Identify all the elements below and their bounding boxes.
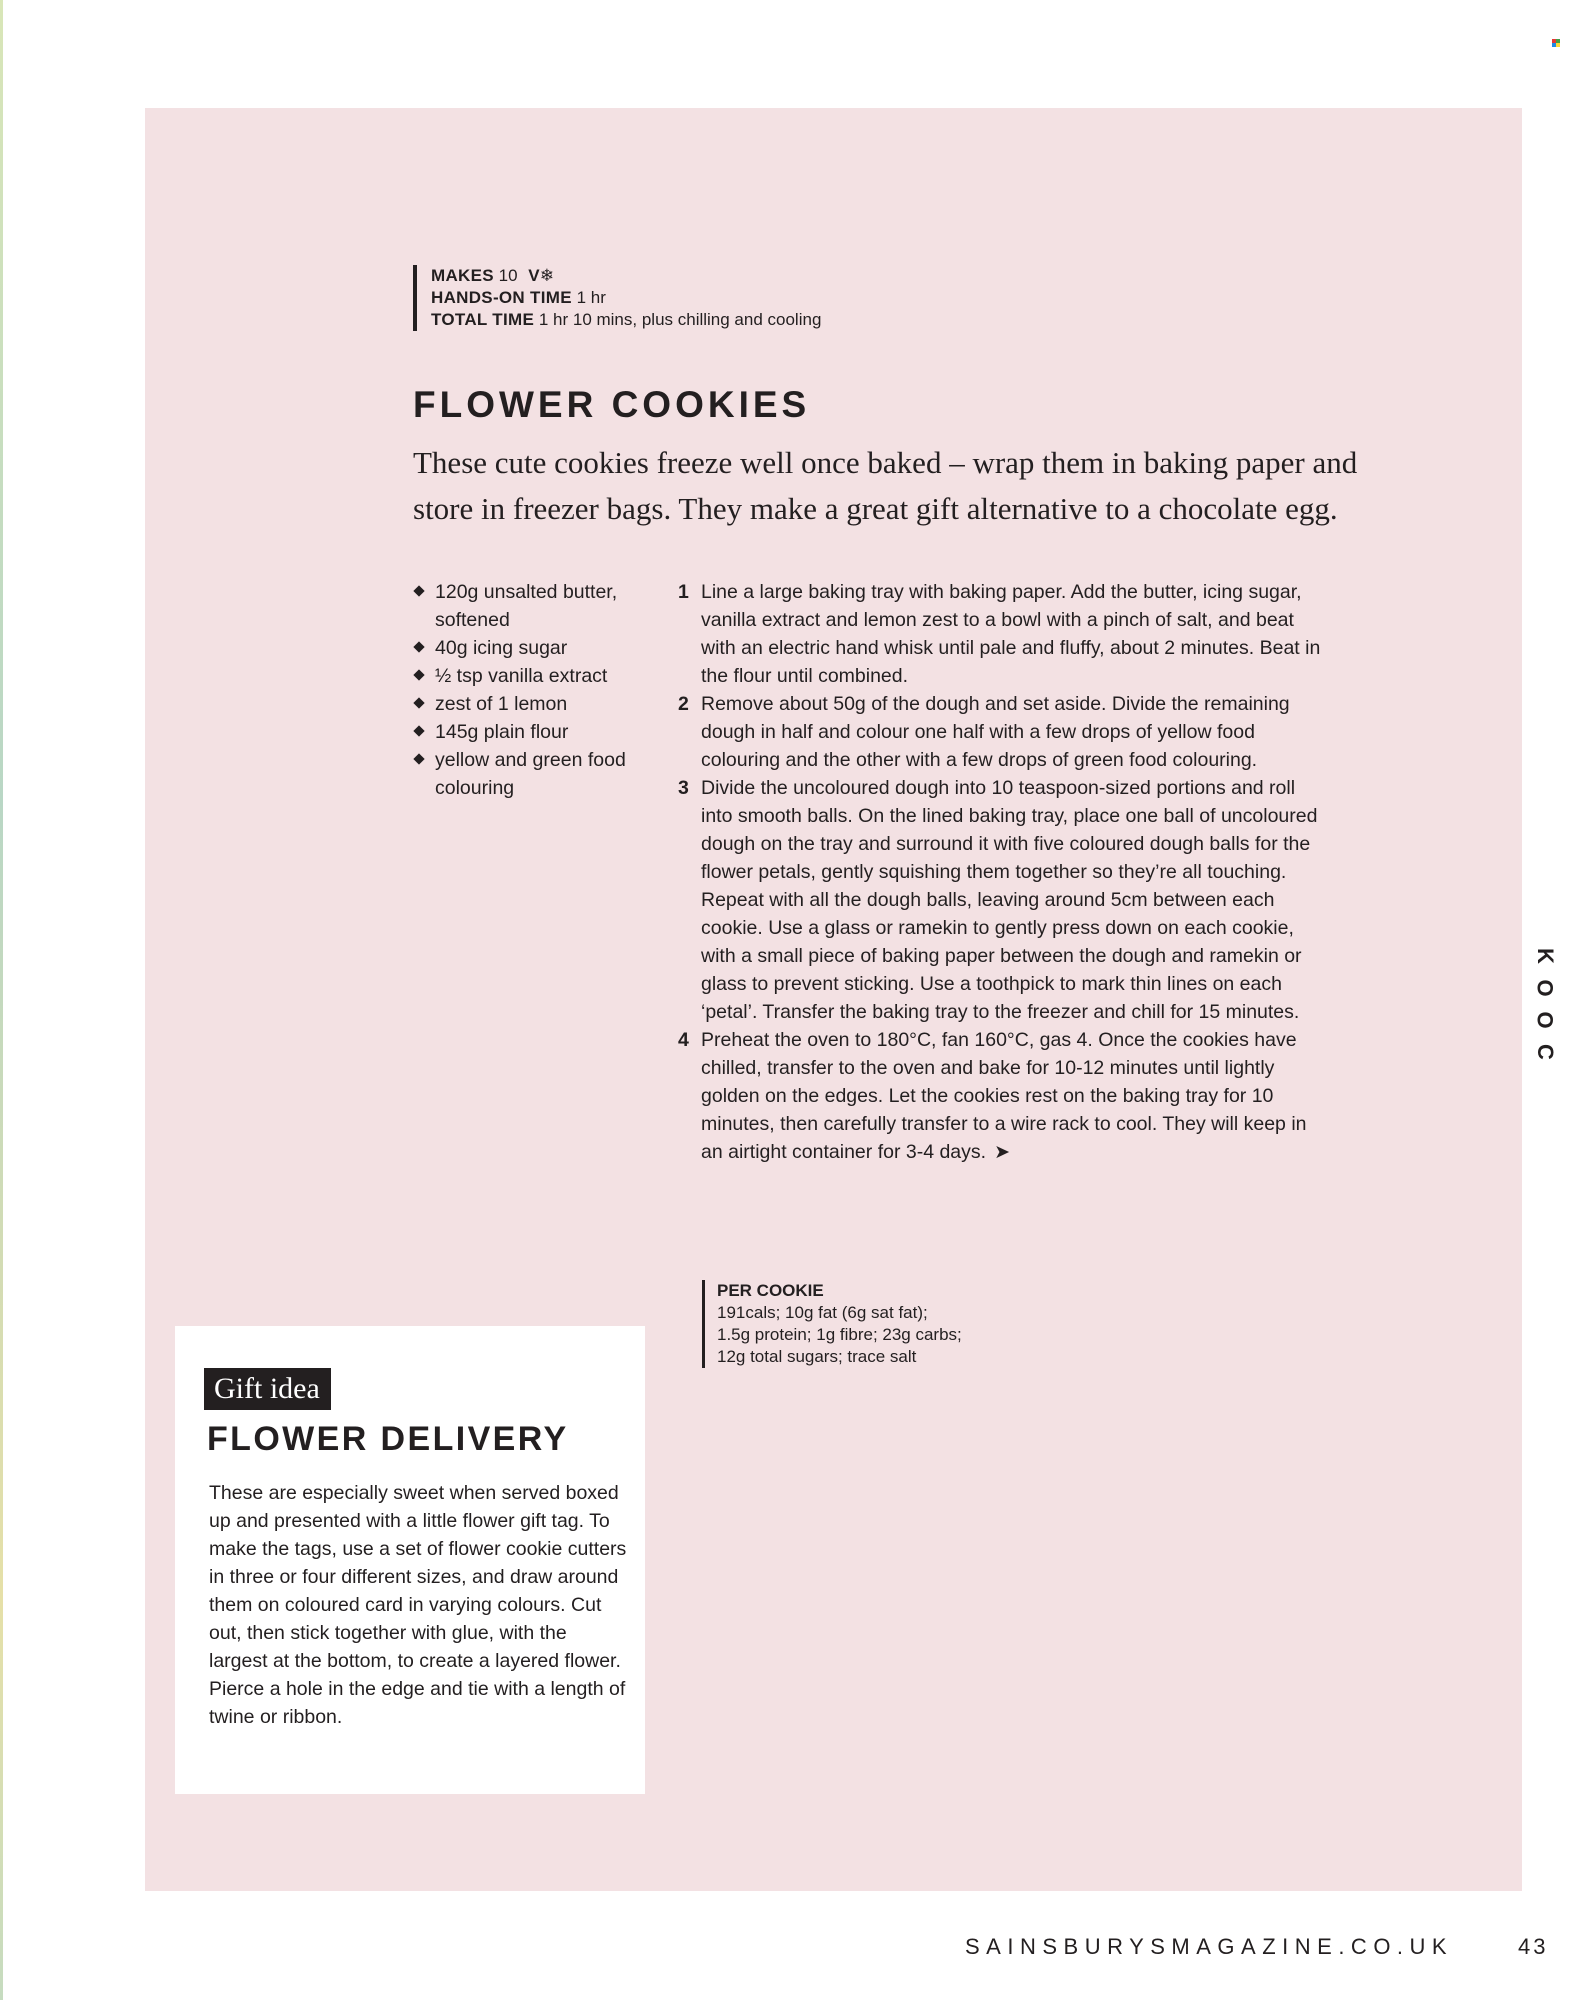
total-time-line [431,309,821,331]
step-number: 4 [678,1029,689,1051]
step-text: Remove about 50g of the dough and set aside. Divide the remaining dough in half and colour one half with a few drops of yellow food colouring and the other with a few drops of green food colouring. [701,693,1290,771]
ingredient-item [413,578,653,634]
method-step [676,690,1326,774]
page-edge-strip [0,0,3,2000]
step-text: Line a large baking tray with baking paper. Add the butter, icing sugar, vanilla extract and lemon zest to a bowl with a pinch of salt, and beat with an electric hand whisk until pale and fluffy, about 2 minutes. Beat in the flour until combined. [701,581,1321,687]
recipe-intro: These cute cookies freeze well once baked – wrap them in baking paper and store in freezer bags. They make a great gift alternative to a chocolate egg. [413,445,1358,526]
nutrition-label: PER COOKIE [717,1281,824,1300]
total-time-value: 1 hr 10 mins, plus chilling and cooling [538,310,822,329]
method-steps [676,578,1326,1167]
colour-mark-square [1556,43,1560,47]
hands-on-line [431,287,821,309]
ingredients-list [413,578,653,802]
diamond-bullet-icon [413,669,424,680]
makes-value: 10 [498,266,518,285]
recipe-title: FLOWER COOKIES [413,384,811,425]
section-letter: O [1533,979,1558,997]
step-text: Preheat the oven to 180°C, fan 160°C, gas 4. Once the cookies have chilled, transfer to the oven and bake for 10-12 minutes until lightly golden on the edges. Let the cookies rest on the baking tray for 10 minutes, then carefully transfer to a wire rack to cool. They will keep in an airtight container for 3-4 days. [701,1029,1307,1163]
ingredient-item [413,690,653,718]
section-letter: K [1532,948,1558,964]
section-letter: O [1533,1011,1558,1029]
nutrition-info [702,1280,962,1368]
section-label-cook [1530,940,1560,1060]
diamond-bullet-icon [413,725,424,736]
ingredient-item [413,634,653,662]
makes-line [431,265,821,287]
method-step [676,1026,1326,1167]
step-number: 3 [678,777,689,799]
method-step [676,578,1326,690]
section-letter: C [1532,1044,1558,1060]
ingredient-item [413,746,653,802]
diamond-bullet-icon [413,753,424,764]
step-number: 1 [678,581,689,603]
nutrition-line: 1.5g protein; 1g fibre; 23g carbs; [717,1325,962,1344]
ingredient-item [413,662,653,690]
diamond-bullet-icon [413,641,424,652]
end-arrow-icon: ➤ [994,1142,1010,1163]
ingredient-text: 40g icing sugar [435,637,568,659]
page-number: 43 [1518,1934,1549,1959]
hands-on-value: 1 hr [576,288,606,307]
gift-idea-label: Gift idea [204,1368,331,1410]
method-step [676,774,1326,1026]
ingredient-item [413,718,653,746]
nutrition-line: 191cals; 10g fat (6g sat fat); [717,1303,928,1322]
ingredient-text: yellow and green food colouring [435,749,626,799]
hands-on-label: HANDS-ON TIME [431,288,572,307]
colour-registration-mark [1552,39,1561,48]
gift-idea-box [175,1326,645,1794]
ingredient-text: ½ tsp vanilla extract [435,665,608,687]
footer-website: SAINSBURYSMAGAZINE.CO.UK [965,1934,1454,1959]
recipe-meta [413,265,821,331]
makes-label: MAKES [431,266,494,285]
step-number: 2 [678,693,689,715]
ingredient-text: 145g plain flour [435,721,569,743]
nutrition-line: 12g total sugars; trace salt [717,1347,917,1366]
ingredient-text: 120g unsalted butter, softened [435,581,618,631]
diamond-bullet-icon [413,697,424,708]
total-time-label: TOTAL TIME [431,310,535,329]
step-text: Divide the uncoloured dough into 10 teaspoon-sized portions and roll into smooth balls. On the lined baking tray, place one ball of uncoloured dough on the tray and surround it with five coloured dough balls for the flower petals, gently squishing them together so they’re all touching. Repeat with all the dough balls, leaving around 5cm between each cookie. Use a glass or ramekin to gently press down on each cookie, with a small piece of baking paper between the dough and ramekin or glass to prevent sticking. Use a toothpick to mark thin lines on each ‘petal’. Transfer the baking tray to the freezer and chill for 15 minutes. [701,777,1318,1023]
gift-idea-body: These are especially sweet when served boxed up and presented with a little flower gift tag. To make the tags, use a set of flower cookie cutters in three or four different sizes, and draw around them on coloured card in varying colours. Cut out, then stick together with glue, with the largest at the bottom, to create a layered flower. Pierce a hole in the edge and tie with a length of twine or ribbon. [209,1482,627,1728]
ingredient-text: zest of 1 lemon [435,693,568,715]
diamond-bullet-icon [413,585,424,596]
diet-icons: V❄ [528,266,555,285]
gift-idea-title: FLOWER DELIVERY [207,1420,569,1458]
